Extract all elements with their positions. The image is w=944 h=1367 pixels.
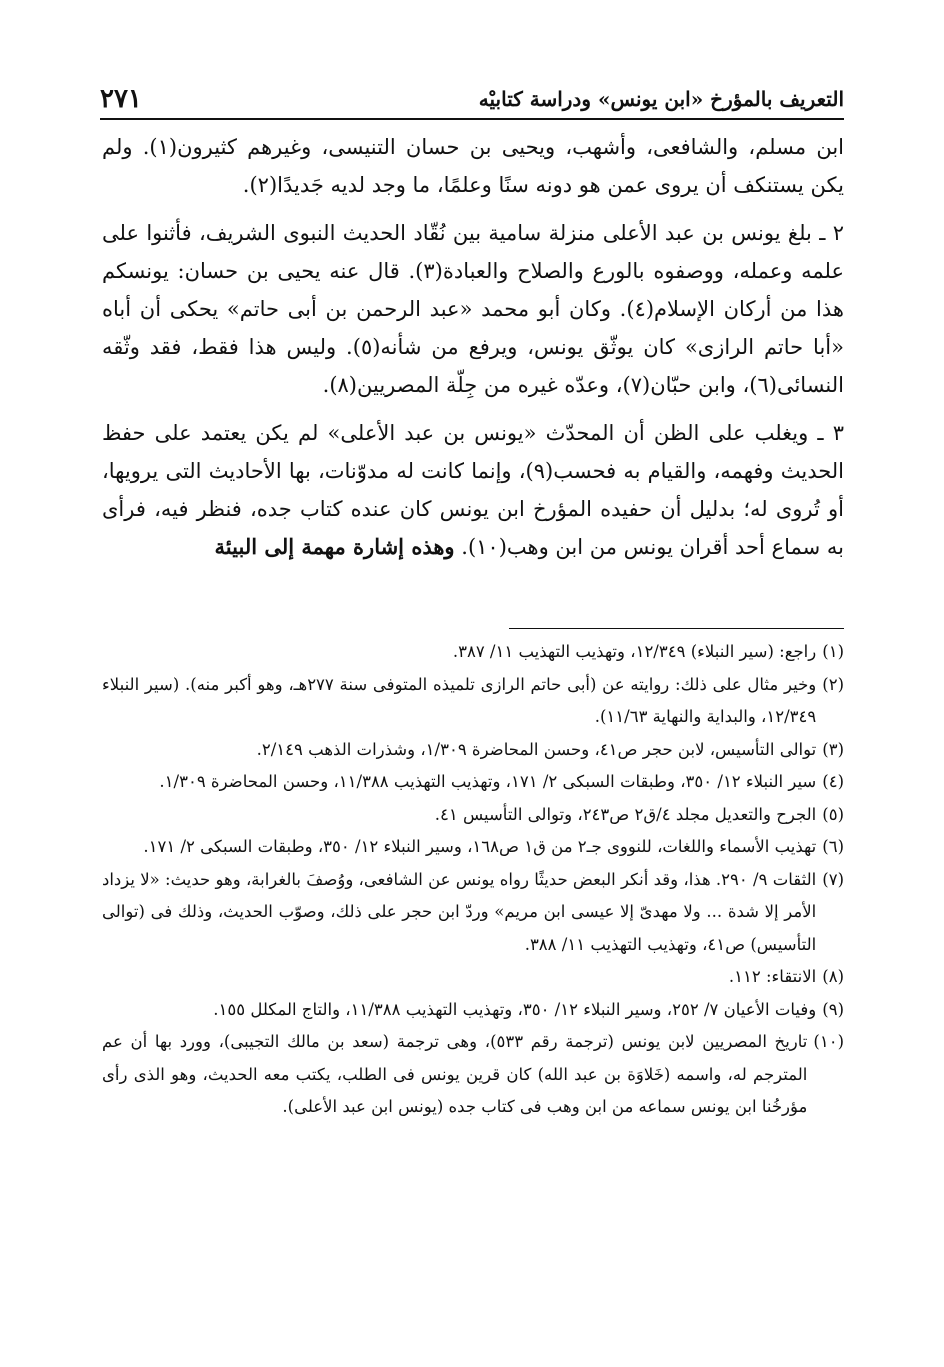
main-text bbox=[102, 128, 844, 566]
footnote-text: سير النبلاء ١٢/ ٣٥٠، وطبقات السبكى ٢/ ١٧١، وتهذيب التهذيب ١١/٣٨٨، وحسن المحاضرة ١/٣٠٩. bbox=[159, 772, 817, 791]
footnote-3 bbox=[102, 734, 844, 767]
footnote-7 bbox=[102, 864, 844, 962]
page-number: ٢٧١ bbox=[100, 84, 142, 114]
footnote-number: (٣) bbox=[822, 739, 844, 759]
footnote-number: (٤) bbox=[822, 772, 844, 791]
footnote-text: وفيات الأعيان ٧/ ٢٥٢، وسير النبلاء ١٢/ ٣٥٠، وتهذيب التهذيب ١١/٣٨٨، والتاج المكلل ١٥٥. bbox=[213, 999, 817, 1019]
footnote-6 bbox=[102, 831, 844, 864]
running-title: التعريف بالمؤرخ «ابن يونس» ودراسة كتابيْه bbox=[478, 87, 844, 111]
footnotes bbox=[102, 636, 844, 1124]
footnote-number: (٨) bbox=[822, 967, 844, 986]
footnote-9 bbox=[102, 994, 844, 1027]
footnote-text: الانتقاء: ١١٢. bbox=[728, 967, 817, 986]
footnote-text: توالى التأسيس، لابن حجر ص٤١، وحسن المحاضرة ١/٣٠٩، وشذرات الذهب ٢/١٤٩. bbox=[256, 739, 817, 759]
footnote-text: الثقات ٩/ ٢٩٠. هذا، وقد أنكر البعض حديثًا رواه يونس عن الشافعى، ووُصفَ بالغرابة، وهو حديث: «لا يزداد الأمر إلا شدة ... ولا مهدىّ إلا عيسى ابن مريم» وردّ ابن حجر على ذلك، وصوّب الحديث، وذلك فى (توالى التأسيس) ص٤١، وتهذيب التهذيب ١١/ ٣٨٨. bbox=[102, 869, 817, 954]
footnote-text: تهذيب الأسماء واللغات، للنووى جـ٢ من ق١ ص١٦٨، وسير النبلاء ١٢/ ٣٥٠، وطبقات السبكى ٢/ ١٧١. bbox=[143, 837, 817, 856]
paragraph-3-text: ٣ ـ ويغلب على الظن أن المحدّث «يونس بن عبد الأعلى» لم يكن يعتمد على حفظ الحديث وفهمه، والقيام به فحسب(٩)، وإنما كانت له مدوّنات، بها الأحاديث التى يرويها، أو تُروى له؛ بدليل أن حفيده المؤرخ ابن يونس كان عنده كتاب جده، فنظر فيه، فرأى به سماع أحد أقران يونس من ابن وهب(١٠). bbox=[102, 421, 845, 559]
footnote-number: (١٠) bbox=[813, 1032, 844, 1051]
footnote-text: الجرح والتعديل مجلد ٤/ق٢ ص٢٤٣، وتوالى التأسيس ٤١. bbox=[434, 804, 817, 824]
footnote-number: (٩) bbox=[822, 999, 844, 1019]
page-header bbox=[100, 78, 844, 120]
footnote-4 bbox=[102, 766, 844, 799]
footnote-number: (٥) bbox=[822, 804, 844, 824]
footnote-text: وخير مثال على ذلك: روايته عن (أبى حاتم الرازى تلميذه المتوفى سنة ٢٧٧هـ، وهو أكبر منه). (سير النبلاء ١٢/٣٤٩، والبداية والنهاية ١١/٦٣). bbox=[102, 674, 817, 726]
paragraph-1: ابن مسلم، والشافعى، وأشهب، ويحيى بن حسان التنيسى، وغيرهم كثيرون(١). ولم يكن يستنكف أن يروى عمن هو دونه سنًا وعلمًا، ما وجد لديه جَديدًا(٢). bbox=[102, 135, 844, 197]
footnote-text: تاريخ المصريين لابن يونس (ترجمة رقم ٥٣٣)، وهى ترجمة (سعد بن مالك التجيبى)، وورد بها أن عم المترجم له، واسمه (خَلاوَة بن عبد الله) كان قرين يونس فى الطلب، يكتب معه الحديث، وهو الذى رأى مؤرخُنا ابن يونس سماعه من ابن وهب فى كتاب جده (يونس ابن عبد الأعلى). bbox=[102, 1032, 808, 1116]
footnote-number: (٦) bbox=[822, 837, 844, 856]
footnote-8 bbox=[102, 961, 844, 994]
footnote-separator bbox=[509, 628, 844, 629]
footnote-5 bbox=[102, 799, 844, 832]
footnote-number: (١) bbox=[822, 642, 844, 661]
footnote-1 bbox=[102, 636, 844, 669]
paragraph-2: ٢ ـ بلغ يونس بن عبد الأعلى منزلة سامية بين نُقّاد الحديث النبوى الشريف، فأثنوا على علمه وعمله، ووصفوه بالورع والصلاح والعبادة(٣). قال عنه يحيى بن حسان: يونسكم هذا من أركان الإسلام(٤). وكان أبو محمد «عبد الرحمن بن أبى حاتم» يحكى أن أباه «أبا حاتم الرازى» كان يوثّق يونس، ويرفع من شأنه(٥). وليس هذا فقط، فقد وثّقه النسائى(٦)، وابن حبّان(٧)، وعدّه غيره من جِلّة المصريين(٨). bbox=[102, 221, 844, 397]
footnote-number: (٧) bbox=[822, 869, 844, 889]
footnote-text: راجع: (سير النبلاء) ١٢/٣٤٩، وتهذيب التهذيب ١١/ ٣٨٧. bbox=[452, 642, 817, 661]
footnote-10 bbox=[102, 1026, 844, 1124]
footnote-number: (٢) bbox=[822, 674, 844, 694]
paragraph-3-bold-text: وهذه إشارة مهمة إلى البيئة bbox=[214, 534, 455, 559]
footnote-2 bbox=[102, 669, 844, 734]
paragraph-3 bbox=[102, 414, 844, 566]
